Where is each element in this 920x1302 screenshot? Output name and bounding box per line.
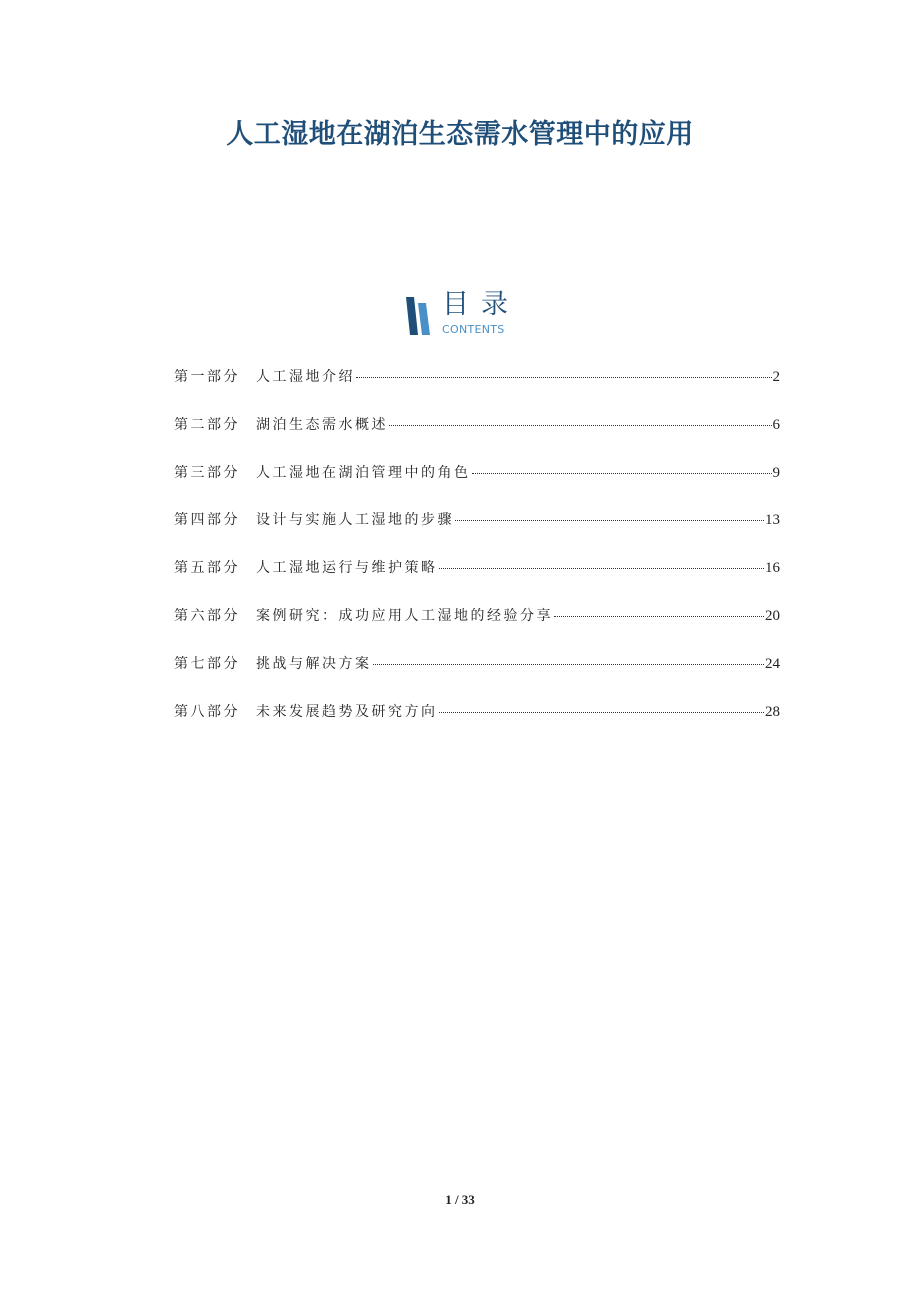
document-title: 人工湿地在湖泊生态需水管理中的应用 — [226, 119, 694, 150]
toc-entry-part: 第三部分 — [174, 464, 240, 481]
toc-dot-leader — [356, 377, 772, 378]
toc-dot-leader — [439, 568, 765, 569]
toc-dot-leader — [439, 712, 765, 713]
toc-entry-6[interactable] — [174, 605, 780, 653]
toc-entry-page: 16 — [765, 560, 780, 577]
toc-entry-page: 20 — [765, 607, 780, 624]
toc-entry-page: 28 — [765, 703, 780, 720]
toc-entry-3[interactable] — [174, 462, 780, 510]
toc-entry-title: 湖泊生态需水概述 — [256, 416, 388, 433]
toc-entry-page: 13 — [765, 512, 780, 529]
toc-entry-part: 第七部分 — [174, 655, 240, 672]
toc-entry-4[interactable] — [174, 509, 780, 557]
toc-entry-title: 挑战与解决方案 — [256, 655, 372, 672]
toc-entry-title: 未来发展趋势及研究方向 — [256, 703, 438, 720]
toc-entry-1[interactable] — [174, 366, 780, 414]
toc-header — [404, 290, 534, 340]
toc-dot-leader — [373, 664, 765, 665]
toc-entry-title: 人工湿地介绍 — [256, 369, 355, 385]
toc-dot-leader — [472, 473, 772, 474]
toc-entry-title: 人工湿地在湖泊管理中的角色 — [256, 464, 471, 481]
toc-entry-title: 人工湿地运行与维护策略 — [256, 560, 438, 577]
toc-entry-title: 设计与实施人工湿地的步骤 — [256, 512, 454, 529]
toc-entry-2[interactable] — [174, 414, 780, 462]
toc-entry-title: 案例研究：成功应用人工湿地的经验分享 — [256, 607, 553, 624]
toc-entry-page: 6 — [772, 416, 780, 433]
toc-entry-7[interactable] — [174, 653, 780, 701]
toc-entry-page: 2 — [772, 369, 780, 385]
toc-subheading: CONTENTS — [442, 323, 505, 336]
toc-heading: 目录 — [442, 289, 520, 320]
page-indicator: 1 / 33 — [445, 1192, 475, 1207]
toc-dot-leader — [554, 616, 764, 617]
toc-entry-part: 第八部分 — [174, 703, 240, 720]
toc-entry-part: 第六部分 — [174, 607, 240, 624]
toc-dot-leader — [389, 425, 772, 426]
toc-dot-leader — [455, 520, 764, 521]
toc-entry-part: 第四部分 — [174, 512, 240, 529]
toc-entry-8[interactable] — [174, 701, 780, 749]
toc-entry-part: 第一部分 — [174, 369, 240, 385]
toc-entry-part: 第五部分 — [174, 560, 240, 577]
toc-entry-part: 第二部分 — [174, 416, 240, 433]
toc-list — [174, 366, 780, 748]
toc-entry-page: 24 — [765, 655, 780, 672]
toc-logo-icon — [404, 295, 434, 337]
toc-entry-5[interactable] — [174, 557, 780, 605]
toc-entry-page: 9 — [772, 464, 780, 481]
